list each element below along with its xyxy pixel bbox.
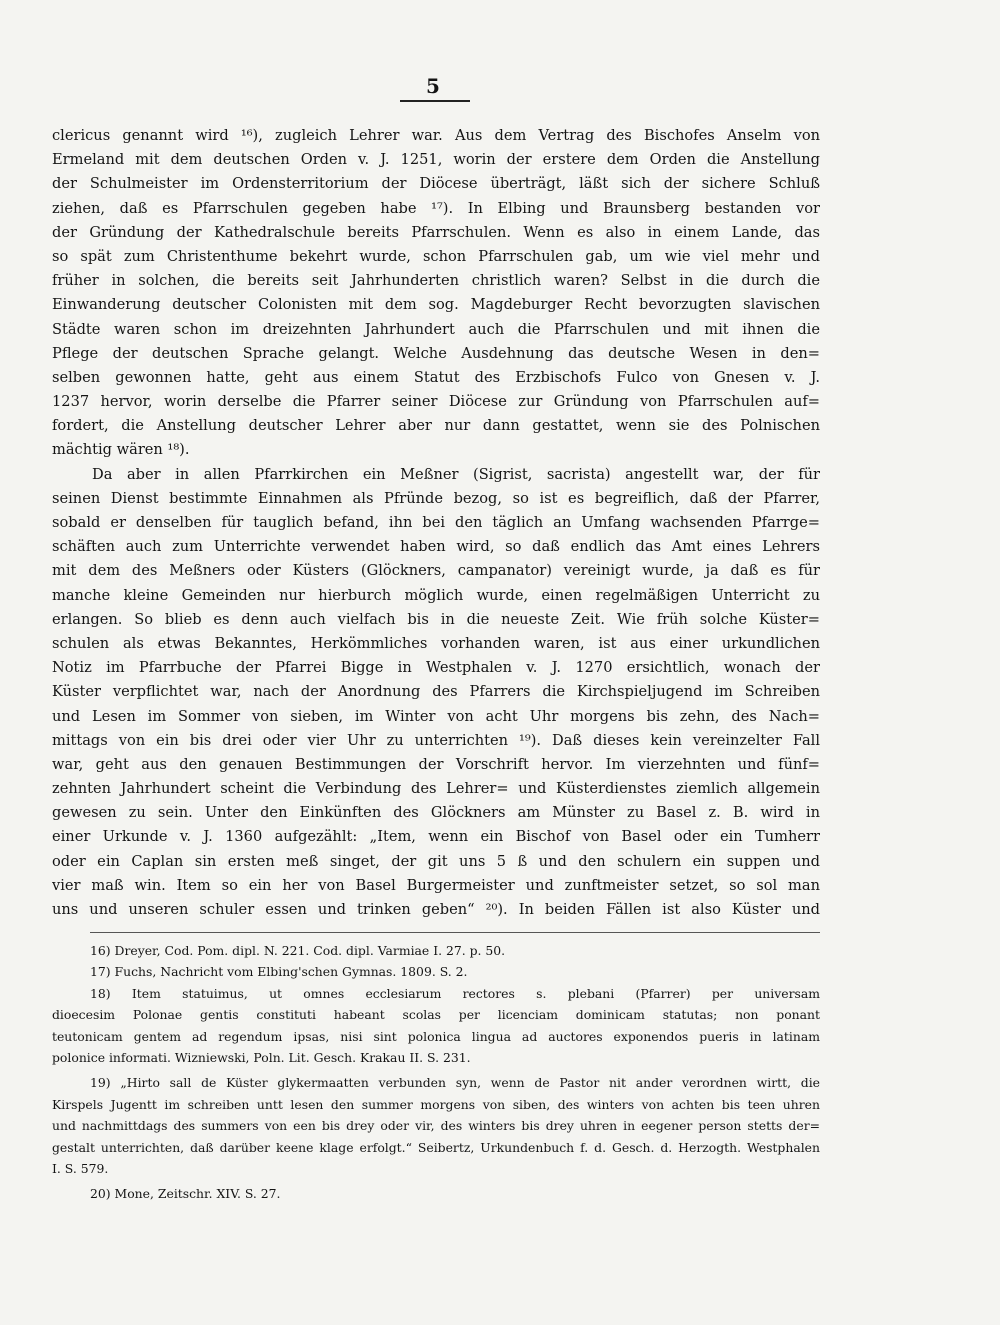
- footnote-line: und nachmittdags des summers von een bis drey oder vir, des winters bis drey uhren in eegener person stetts der=: [52, 1118, 820, 1134]
- text-line: schäften auch zum Unterrichte verwendet haben wird, so daß endlich das Amt eines Lehrers: [52, 538, 820, 556]
- text-line: und Lesen im Sommer von sieben, im Winter von acht Uhr morgens bis zehn, des Nach=: [52, 707, 820, 725]
- text-line: Küster verpflichtet war, nach der Anordnung des Pfarrers die Kirchspieljugend im Schreiben: [52, 683, 820, 701]
- text-line: mächtig wären ¹⁸).: [52, 441, 190, 459]
- text-line: der Gründung der Kathedralschule bereits Pfarrschulen. Wenn es also in einem Lande, das: [52, 223, 820, 241]
- page-number: 5: [426, 74, 440, 98]
- text-line: früher in solchen, die bereits seit Jahrhunderten christlich waren? Selbst in die durch die: [52, 272, 820, 290]
- footnote-line: dioecesim Polonae gentis constituti habeant scolas per licenciam dominicam statutas; non ponant: [52, 1007, 820, 1023]
- footnote-17: 17) Fuchs, Nachricht vom Elbing'schen Gymnas. 1809. S. 2.: [90, 964, 468, 980]
- text-line: gewesen zu sein. Unter den Einkünften des Glöckners am Münster zu Basel z. B. wird in: [52, 804, 820, 822]
- text-line: mit dem des Meßners oder Küsters (Glöckners, campanator) vereinigt wurde, ja daß es für: [52, 562, 820, 580]
- footnotes: [52, 940, 820, 1205]
- text-line: mittags von ein bis drei oder vier Uhr zu unterrichten ¹⁹). Daß dieses kein vereinzelter Fall: [52, 731, 820, 749]
- text-line: erlangen. So blieb es denn auch vielfach bis in die neueste Zeit. Wie früh solche Küster=: [52, 610, 820, 628]
- main-text: [52, 124, 820, 922]
- footnote-line: gestalt unterrichten, daß darüber keene klage erfolgt.“ Seibertz, Urkundenbuch f. d. Gesch. d. Herzogth. Westphalen: [52, 1139, 820, 1155]
- text-line: seinen Dienst bestimmte Einnahmen als Pfründe bezog, so ist es begreiflich, daß der Pfarrer,: [52, 489, 820, 507]
- text-line: der Schulmeister im Ordensterritorium der Diöcese überträgt, läßt sich der sichere Schluß: [52, 175, 820, 193]
- footnote-line: I. S. 579.: [52, 1160, 109, 1176]
- paragraph-start-line: Da aber in allen Pfarrkirchen ein Meßner (Sigrist, sacrista) angestellt war, der für: [92, 465, 820, 483]
- footnote-16: 16) Dreyer, Cod. Pom. dipl. N. 221. Cod. dipl. Varmiae I. 27. p. 50.: [90, 943, 506, 958]
- text-line: 1237 hervor, worin derselbe die Pfarrer seiner Diöcese zur Gründung von Pfarrschulen auf=: [52, 393, 820, 411]
- text-line: fordert, die Anstellung deutscher Lehrer aber nur dann gestattet, wenn sie des Polnischen: [52, 417, 820, 435]
- text-line: oder ein Caplan sin ersten meß singet, der git uns 5 ß und den schulern ein suppen und: [52, 852, 820, 870]
- text-line: Pflege der deutschen Sprache gelangt. Welche Ausdehnung das deutsche Wesen in den=: [52, 344, 820, 362]
- text-line: selben gewonnen hatte, geht aus einem Statut des Erzbischofs Fulco von Gnesen v. J.: [52, 368, 820, 386]
- text-line: einer Urkunde v. J. 1360 aufgezählt: „Item, wenn ein Bischof von Basel oder ein Tumherr: [52, 828, 820, 846]
- text-line: war, geht aus den genauen Bestimmungen der Vorschrift hervor. Im vierzehnten und fünf=: [52, 755, 820, 773]
- footnote-line: polonice informati. Wizniewski, Poln. Lit. Gesch. Krakau II. S. 231.: [52, 1049, 471, 1065]
- text-line: uns und unseren schuler essen und trinken geben“ ²⁰). In beiden Fällen ist also Küster und: [52, 901, 820, 918]
- text-line: zehnten Jahrhundert scheint die Verbindung des Lehrer= und Küsterdienstes ziemlich allgemein: [52, 780, 820, 798]
- text-line: sobald er denselben für tauglich befand, ihn bei den täglich an Umfang wachsenden Pfarrge=: [52, 514, 820, 531]
- text-line: manche kleine Gemeinden nur hierburch möglich wurde, einen regelmäßigen Unterricht zu: [52, 586, 820, 604]
- text-line: so spät zum Christenthume bekehrt wurde, schon Pfarrschulen gab, um wie viel mehr und: [52, 247, 820, 265]
- text-line: Ermeland mit dem deutschen Orden v. J. 1251, worin der erstere dem Orden die Anstellung: [52, 151, 820, 169]
- text-line: Einwanderung deutscher Colonisten mit dem sog. Magdeburger Recht bevorzugten slavischen: [52, 296, 820, 314]
- footnote-line: teutonicam gentem ad regendum ipsas, nisi sint polonica lingua ad auctores exponendos pueris in latinam: [52, 1028, 820, 1044]
- text-line: Städte waren schon im dreizehnten Jahrhundert auch die Pfarrschulen und mit ihnen die: [52, 320, 820, 338]
- text-line: clericus genannt wird ¹⁶), zugleich Lehrer war. Aus dem Vertrag des Bischofes Anselm von: [52, 127, 820, 144]
- footnote-18: 18) Item statuimus, ut omnes ecclesiarum rectores s. plebani (Pfarrer) per universam: [90, 985, 820, 1001]
- text-line: schulen als etwas Bekanntes, Herkömmliches vorhanden waren, ist aus einer urkundlichen: [52, 634, 820, 652]
- footnote-20: 20) Mone, Zeitschr. XIV. S. 27.: [90, 1186, 281, 1202]
- footnote-line: Kirspels Jugentt im schreiben untt lesen den summer morgens von siben, des winters von achten bis teen uhren: [52, 1096, 820, 1112]
- text-line: Notiz im Pfarrbuche der Pfarrei Bigge in Westphalen v. J. 1270 ersichtlich, wonach der: [52, 659, 820, 677]
- footnote-19: 19) „Hirto sall de Küster glykermaatten verbunden syn, wenn de Pastor nit ander verordnen wirtt, die: [90, 1075, 820, 1091]
- text-line: vier maß win. Item so ein her von Basel Burgermeister und zunftmeister setzet, so sol man: [52, 876, 820, 894]
- footnote-rule: [90, 932, 820, 933]
- text-line: ziehen, daß es Pfarrschulen gegeben habe ¹⁷). In Elbing und Braunsberg bestanden vor: [52, 199, 820, 217]
- header-rule: [400, 100, 470, 102]
